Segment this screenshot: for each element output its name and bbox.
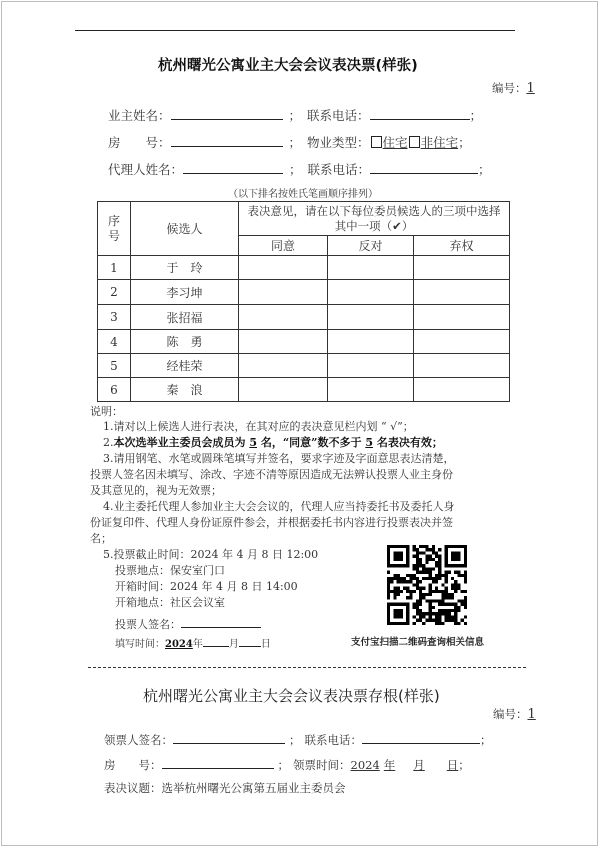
non-residential-label: 非住宅 [420,135,459,150]
note-4-line-3: 名； [90,532,112,545]
fill-year: 2024 [165,639,193,650]
stub-phone-field[interactable] [362,730,480,744]
cut-line [88,667,526,668]
phone-label: 联系电话： [307,108,370,123]
col-opinion-header: 表决意见，请在以下每位委员候选人的三项中选择其中一项（✔） [239,202,510,236]
stub-room-field[interactable] [162,755,274,769]
candidate-name: 李习坤 [131,280,239,305]
row-no: 3 [98,305,131,330]
agree-cell[interactable] [239,305,328,330]
residential-checkbox[interactable] [371,136,382,148]
row-no: 2 [98,280,131,305]
oppose-cell[interactable] [328,354,414,378]
abstain-cell[interactable] [414,256,510,280]
vote-table [97,201,510,402]
non-residential-checkbox[interactable] [409,136,420,148]
proxy-phone-label: 联系电话： [307,162,371,177]
note-3-line-1: 3.请用钢笔、水笔或圆珠笔填写并签名，要求字迹及字面意思表达清楚， [103,452,455,465]
fill-day-field[interactable] [239,635,261,647]
table-row [98,354,510,378]
recipient-label: 领票人签名： [104,733,173,747]
stub-room-row: 房 号： ； 领票时间：2024 年 月 日； [104,755,470,773]
table-row [98,256,510,280]
voter-sign-field[interactable] [181,614,261,628]
proxy-row: 代理人姓名： ； 联系电话： ； [108,162,491,177]
owner-name-field[interactable] [171,106,283,120]
note-1: 1.请对以上候选人进行表决，在其对应的表决意见栏内划 “ √”； [103,420,414,433]
open-place: 开箱地点：社区会议室 [115,596,225,609]
owner-name-row: 业主姓名： ； 联系电话： ； [108,108,483,123]
agree-cell[interactable] [239,280,328,305]
candidate-name: 于 玲 [131,256,239,280]
owner-name-label: 业主姓名： [108,108,171,123]
recipient-field[interactable] [173,730,285,744]
oppose-cell[interactable] [328,256,414,280]
note-3-line-2: 投票人签名因未填写、涂改、字迹不清等原因造成无法辨认投票人业主身份 [90,468,453,481]
row-no: 4 [98,330,131,354]
phone-field[interactable] [370,106,470,120]
residential-label: 住宅 [382,135,408,150]
abstain-cell[interactable] [414,378,510,402]
stub-title: 杭州曙光公寓业主大会会议表决票存根(样张) [143,687,440,705]
proxy-phone-field[interactable] [370,160,478,174]
note-2: 2.本次选举业主委员会成员为 5 名，“同意”数不多于 5 名表决有效； [103,436,443,449]
stub-room-label: 房 号： [104,758,162,772]
abstain-cell[interactable] [414,354,510,378]
agree-cell[interactable] [239,354,328,378]
receive-time-label: 领票时间： [293,758,351,772]
candidate-name: 秦 浪 [131,378,239,402]
option-oppose-header: 反对 [328,236,414,256]
agree-cell[interactable] [239,256,328,280]
table-row [98,280,510,305]
open-time: 开箱时间：2024 年 4 月 8 日 14:00 [115,580,298,593]
stub-recipient-row: 领票人签名： ； 联系电话： ； [104,730,492,748]
stub-topic: 表决议题：选举杭州曙光公寓第五届业主委员会 [104,781,346,795]
fill-month-field[interactable] [203,635,229,647]
property-type-label: 物业类型： [307,135,370,150]
table-row [98,330,510,354]
header-rule [75,30,515,31]
qr-caption: 支付宝扫描二维码查询相关信息 [351,637,485,648]
agree-cell[interactable] [239,330,328,354]
note-4-line-1: 4.业主委托代理人参加业主大会会议的，代理人应当持委托书及委托人身 [103,500,455,513]
abstain-cell[interactable] [414,280,510,305]
room-row: 房 号： ； 物业类型： 住宅 非住宅； [108,135,471,150]
proxy-name-label: 代理人姓名： [108,162,184,177]
stub-phone-label: 联系电话： [304,733,362,747]
oppose-cell[interactable] [328,330,414,354]
note-5: 5.投票截止时间：2024 年 4 月 8 日 12:00 [103,548,319,561]
order-note: （以下排名按姓氏笔画顺序排列） [228,189,378,200]
table-row [98,305,510,330]
agree-cell[interactable] [239,378,328,402]
option-abstain-header: 弃权 [414,236,510,256]
room-label: 房 号： [108,135,171,150]
abstain-cell[interactable] [414,305,510,330]
col-candidate-header: 候选人 [131,202,239,256]
abstain-cell[interactable] [414,330,510,354]
col-no-header: 序号 [98,202,131,256]
option-agree-header: 同意 [239,236,328,256]
voter-sign-label: 投票人签名： [115,618,181,631]
candidate-name: 经桂荣 [131,354,239,378]
oppose-cell[interactable] [328,305,414,330]
qr-code-image [387,545,467,625]
voter-sign-row [115,614,261,632]
row-no: 6 [98,378,131,402]
serial-number [492,80,535,96]
oppose-cell[interactable] [328,280,414,305]
notes-heading: 说明： [90,405,123,418]
serial-value: 1 [526,81,535,96]
oppose-cell[interactable] [328,378,414,402]
room-field[interactable] [171,133,283,147]
row-no: 1 [98,256,131,280]
table-row [98,378,510,402]
stub-serial-number: 编号：1 [493,707,536,722]
candidate-name: 张招福 [131,305,239,330]
note-4-line-2: 份证复印件、代理人身份证原件参会，并根据委托书内容进行投票表决并签 [90,516,453,529]
stub-serial-value: 1 [527,707,536,722]
fill-time-row: 填写时间：2024年 月 日 [115,635,271,650]
vote-place: 投票地点：保安室门口 [115,564,225,577]
ballot-title: 杭州曙光公寓业主大会会议表决票(样张) [158,58,418,74]
proxy-name-field[interactable] [183,160,283,174]
note-3-line-3: 及其意见的，视为无效票； [90,484,222,497]
serial-label: 编号： [492,81,527,95]
row-no: 5 [98,354,131,378]
candidate-name: 陈 勇 [131,330,239,354]
receive-year: 2024 [350,758,380,772]
